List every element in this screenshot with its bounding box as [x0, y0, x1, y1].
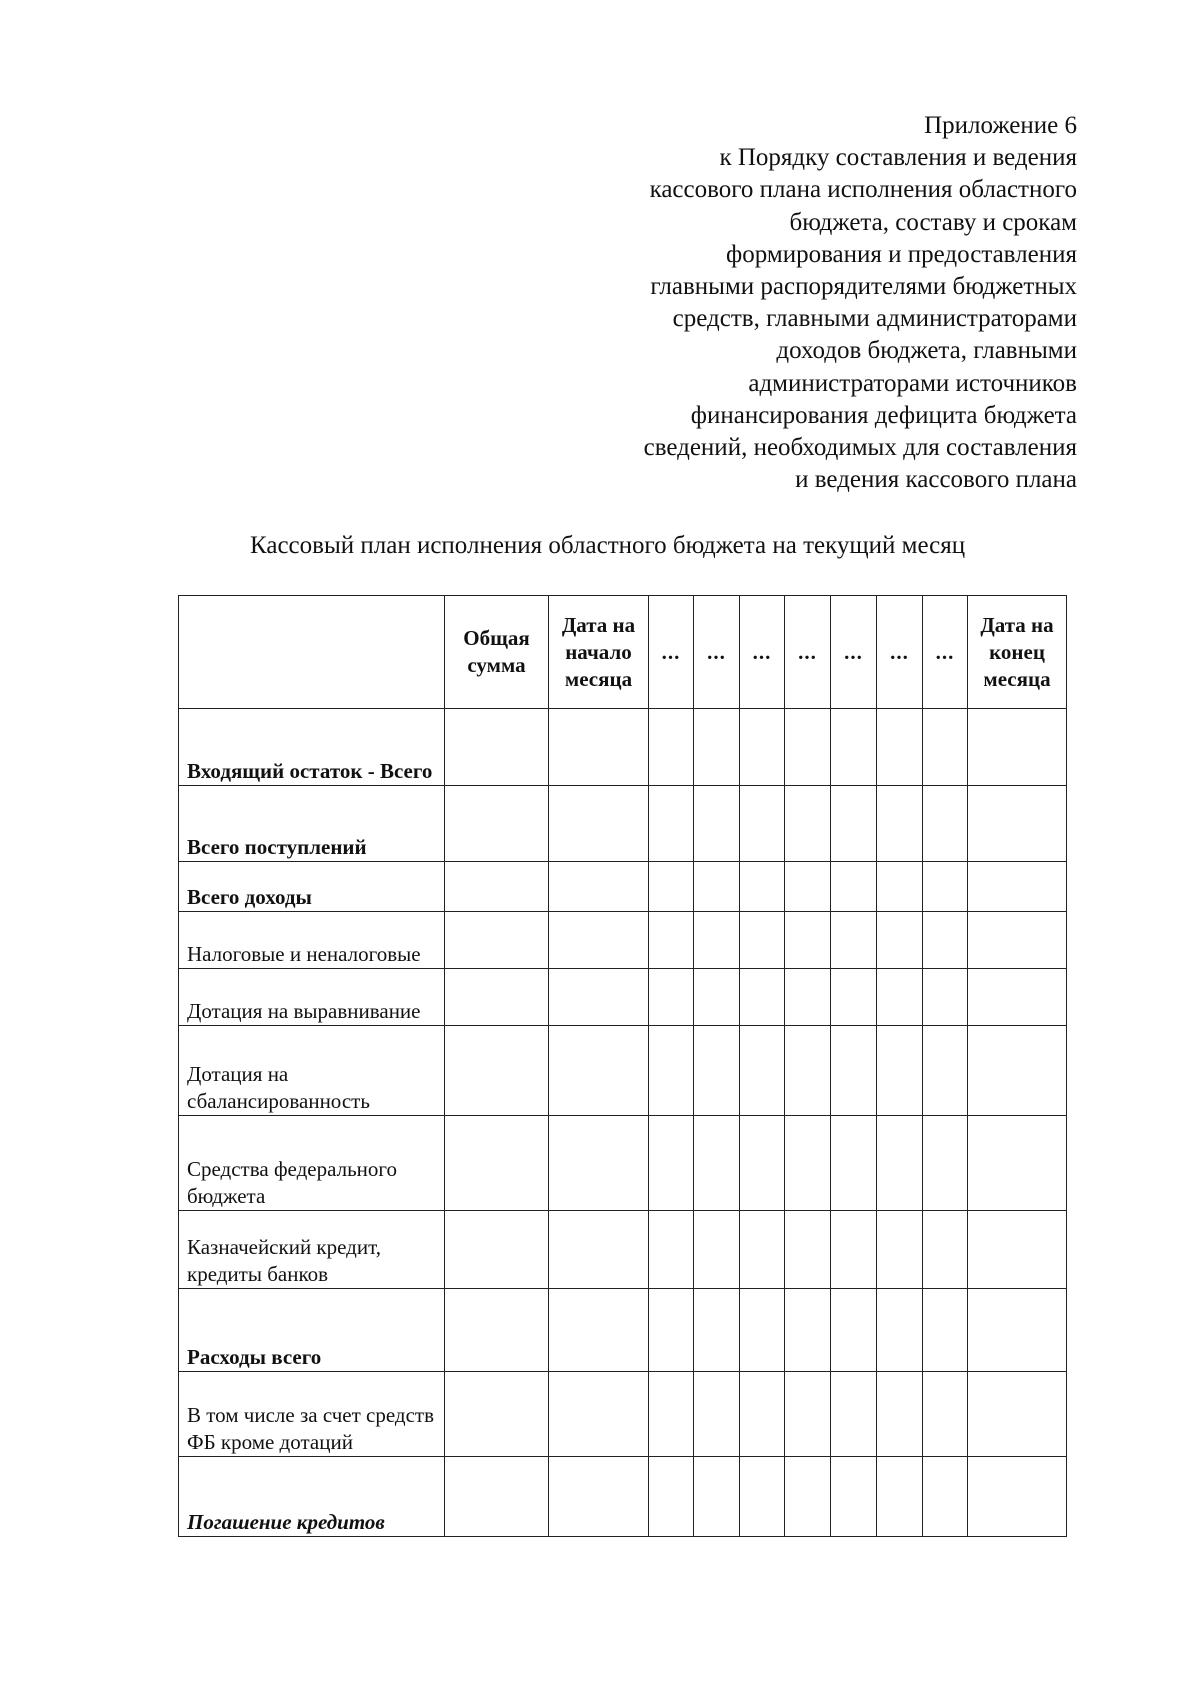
row-label: Средства федерального бюджета [179, 1116, 445, 1211]
empty-cell [785, 969, 831, 1026]
header-dots: ... [694, 596, 740, 709]
empty-cell [694, 1026, 740, 1116]
document-title: Кассовый план исполнения областного бюджета на текущий месяц [250, 532, 966, 559]
empty-cell [649, 1026, 694, 1116]
header-dots: ... [831, 596, 877, 709]
empty-cell [694, 1211, 740, 1289]
empty-cell [740, 862, 785, 912]
empty-cell [549, 1026, 649, 1116]
row-label: Всего поступлений [179, 786, 445, 862]
table-body [179, 709, 1067, 1537]
empty-cell [649, 709, 694, 786]
empty-cell [785, 1211, 831, 1289]
empty-cell [831, 1457, 877, 1537]
empty-cell [445, 1026, 549, 1116]
empty-cell [740, 969, 785, 1026]
empty-cell [740, 709, 785, 786]
table-row [179, 1026, 1067, 1116]
empty-cell [445, 786, 549, 862]
empty-cell [923, 709, 968, 786]
empty-cell [549, 862, 649, 912]
header-end-date: Дата на конец месяца [968, 596, 1067, 709]
header-dots: ... [740, 596, 785, 709]
empty-cell [831, 862, 877, 912]
empty-cell [785, 1372, 831, 1457]
header-dots: ... [877, 596, 923, 709]
table-row [179, 1289, 1067, 1372]
empty-cell [549, 969, 649, 1026]
empty-cell [649, 912, 694, 969]
header-blank-cell [179, 596, 445, 709]
empty-cell [877, 862, 923, 912]
empty-cell [968, 786, 1067, 862]
table-row [179, 862, 1067, 912]
empty-cell [968, 709, 1067, 786]
empty-cell [923, 969, 968, 1026]
empty-cell [740, 1372, 785, 1457]
row-label: Всего доходы [179, 862, 445, 912]
empty-cell [877, 709, 923, 786]
empty-cell [740, 1116, 785, 1211]
empty-cell [694, 1372, 740, 1457]
empty-cell [785, 709, 831, 786]
empty-cell [549, 1289, 649, 1372]
appendix-line: бюджета, составу и срокам [789, 208, 1077, 236]
empty-cell [445, 862, 549, 912]
table-row [179, 709, 1067, 786]
empty-cell [549, 1211, 649, 1289]
empty-cell [740, 1457, 785, 1537]
empty-cell [923, 1289, 968, 1372]
appendix-line: Приложение 6 [924, 112, 1077, 139]
empty-cell [877, 1026, 923, 1116]
appendix-line: к Порядку составления и ведения [719, 144, 1077, 172]
empty-cell [549, 1457, 649, 1537]
empty-cell [649, 1211, 694, 1289]
empty-cell [785, 786, 831, 862]
empty-cell [877, 1372, 923, 1457]
table-row [179, 1116, 1067, 1211]
appendix-line: средств, главными администраторами [672, 305, 1077, 333]
appendix-line: администраторами источников [748, 369, 1077, 397]
empty-cell [549, 709, 649, 786]
row-label: Дотация на выравнивание [179, 969, 445, 1026]
row-label: Налоговые и неналоговые [179, 912, 445, 969]
empty-cell [740, 1289, 785, 1372]
header-dots: ... [923, 596, 968, 709]
row-label: Казначейский кредит, кредиты банков [179, 1211, 445, 1289]
empty-cell [740, 1211, 785, 1289]
appendix-line: доходов бюджета, главными [776, 337, 1077, 365]
appendix-line: кассового плана исполнения областного [649, 176, 1077, 204]
empty-cell [785, 862, 831, 912]
empty-cell [877, 912, 923, 969]
empty-cell [694, 862, 740, 912]
empty-cell [968, 1116, 1067, 1211]
empty-cell [968, 1372, 1067, 1457]
empty-cell [694, 1116, 740, 1211]
empty-cell [694, 1457, 740, 1537]
empty-cell [831, 969, 877, 1026]
empty-cell [649, 1372, 694, 1457]
row-label: В том числе за счет средств ФБ кроме дотаций [179, 1372, 445, 1457]
empty-cell [877, 786, 923, 862]
table-row [179, 912, 1067, 969]
empty-cell [549, 1372, 649, 1457]
empty-cell [831, 1116, 877, 1211]
header-dots: ... [785, 596, 831, 709]
appendix-line: и ведения кассового плана [795, 466, 1077, 494]
empty-cell [877, 969, 923, 1026]
empty-cell [649, 1457, 694, 1537]
empty-cell [831, 1372, 877, 1457]
header-total: Общая сумма [445, 596, 549, 709]
empty-cell [785, 1026, 831, 1116]
empty-cell [649, 1289, 694, 1372]
empty-cell [877, 1116, 923, 1211]
row-label: Погашение кредитов [179, 1457, 445, 1537]
empty-cell [923, 786, 968, 862]
empty-cell [549, 912, 649, 969]
empty-cell [445, 1457, 549, 1537]
empty-cell [740, 1026, 785, 1116]
empty-cell [831, 1211, 877, 1289]
empty-cell [649, 786, 694, 862]
row-label: Дотация на сбалансированность [179, 1026, 445, 1116]
appendix-header [644, 110, 1077, 496]
empty-cell [445, 1372, 549, 1457]
empty-cell [923, 1116, 968, 1211]
empty-cell [877, 1289, 923, 1372]
empty-cell [740, 912, 785, 969]
empty-cell [923, 1211, 968, 1289]
cash-plan-table [178, 595, 1067, 1537]
empty-cell [923, 1026, 968, 1116]
appendix-line: финансирования дефицита бюджета [690, 401, 1077, 429]
empty-cell [831, 912, 877, 969]
empty-cell [445, 1116, 549, 1211]
empty-cell [445, 709, 549, 786]
empty-cell [968, 1457, 1067, 1537]
empty-cell [694, 912, 740, 969]
appendix-line: формирования и предоставления [726, 240, 1077, 268]
empty-cell [968, 1211, 1067, 1289]
empty-cell [694, 786, 740, 862]
empty-cell [831, 1026, 877, 1116]
empty-cell [923, 1457, 968, 1537]
table-row [179, 1211, 1067, 1289]
empty-cell [923, 1372, 968, 1457]
empty-cell [649, 862, 694, 912]
empty-cell [740, 786, 785, 862]
empty-cell [649, 1116, 694, 1211]
empty-cell [549, 786, 649, 862]
table-row [179, 786, 1067, 862]
table-row [179, 969, 1067, 1026]
empty-cell [877, 1457, 923, 1537]
empty-cell [785, 1289, 831, 1372]
empty-cell [831, 1289, 877, 1372]
empty-cell [785, 1116, 831, 1211]
row-label: Расходы всего [179, 1289, 445, 1372]
appendix-line: главными распорядителями бюджетных [650, 273, 1077, 301]
header-dots: ... [649, 596, 694, 709]
empty-cell [785, 1457, 831, 1537]
empty-cell [831, 709, 877, 786]
empty-cell [649, 969, 694, 1026]
empty-cell [445, 912, 549, 969]
table-header-row [179, 596, 1067, 709]
empty-cell [877, 1211, 923, 1289]
row-label: Входящий остаток - Всего [179, 709, 445, 786]
empty-cell [923, 912, 968, 969]
empty-cell [968, 862, 1067, 912]
empty-cell [549, 1116, 649, 1211]
empty-cell [831, 786, 877, 862]
empty-cell [923, 862, 968, 912]
empty-cell [445, 969, 549, 1026]
table-row [179, 1457, 1067, 1537]
empty-cell [445, 1289, 549, 1372]
empty-cell [445, 1211, 549, 1289]
empty-cell [968, 1026, 1067, 1116]
appendix-line: сведений, необходимых для составления [643, 434, 1077, 462]
empty-cell [694, 709, 740, 786]
empty-cell [694, 969, 740, 1026]
empty-cell [968, 912, 1067, 969]
empty-cell [968, 969, 1067, 1026]
empty-cell [694, 1289, 740, 1372]
header-start-date: Дата на начало месяца [549, 596, 649, 709]
empty-cell [968, 1289, 1067, 1372]
empty-cell [785, 912, 831, 969]
table-row [179, 1372, 1067, 1457]
